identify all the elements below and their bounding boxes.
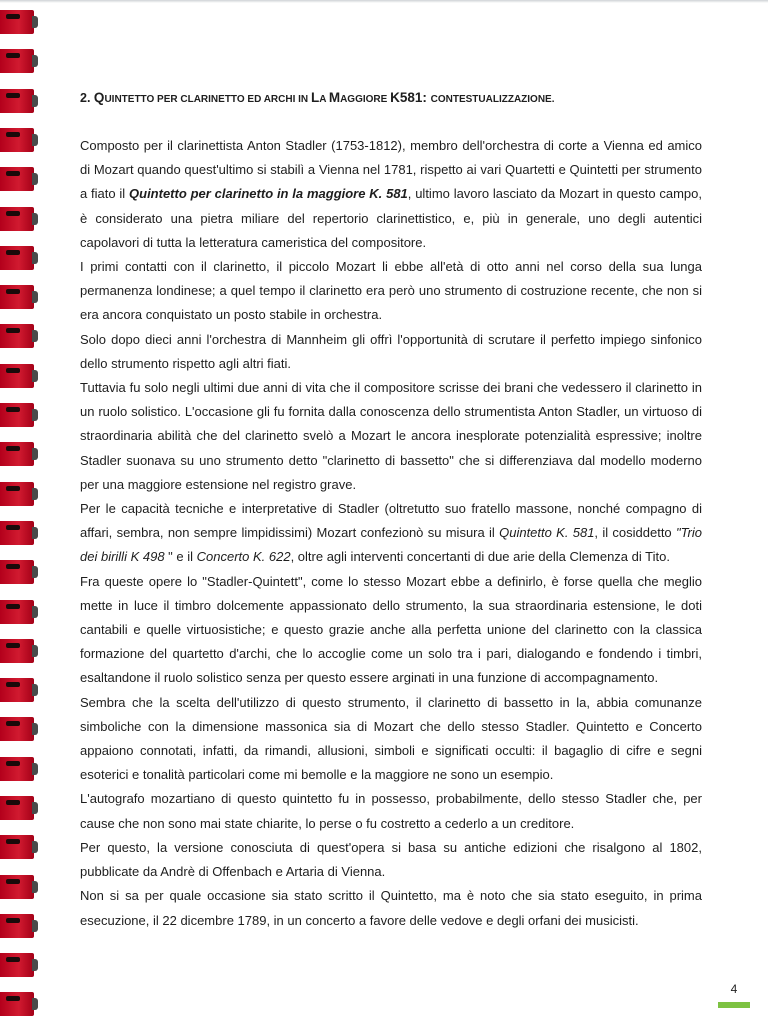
section-heading bbox=[80, 88, 702, 110]
emphasized-text: "Trio dei birilli K 498 bbox=[80, 525, 702, 565]
paragraph bbox=[80, 884, 702, 932]
heading-fragment: K581: bbox=[390, 90, 431, 105]
heading-fragment: CONTESTUALIZZAZIONE. bbox=[430, 94, 555, 105]
text-run: Fra queste opere lo "Stadler-Quintett", come lo stesso Mozart ebbe a definirlo, è forse quella che meglio mette in luce il timbro dolcemente appassionato dello strumento, la sua straordinaria estensione, le doti cantabili e quelle virtuosistiche; e questo grazie anche alla perfetta unione del clarinetto con la classica formazione del quartetto d'archi, che lo accoglie come un solo tra i pari, dialogando e fondendo i timbri, esaltandone il ruolo solistico senza per questo essere arginati in una funzione di accompagnamento. bbox=[80, 573, 702, 686]
binding-tab bbox=[0, 207, 34, 231]
binding-tab bbox=[0, 914, 34, 938]
binding-tab bbox=[0, 639, 34, 663]
emphasized-text: Quintetto K. 581 bbox=[499, 525, 595, 541]
binding-tab bbox=[0, 246, 34, 270]
binding-tab bbox=[0, 285, 34, 309]
text-run: , oltre agli interventi concertanti di due arie della Clemenza di Tito. bbox=[290, 549, 670, 565]
text-run: , il cosiddetto bbox=[594, 525, 676, 541]
text-run: Solo dopo dieci anni l'orchestra di Mannheim gli offrì l'opportunità di scrutare il perfetto impiego sinfonico dello strumento rispetto agli altri fiati. bbox=[80, 331, 702, 371]
binding-tab bbox=[0, 49, 34, 73]
paragraph bbox=[80, 691, 702, 788]
heading-fragment: A bbox=[319, 94, 329, 105]
binding-tab bbox=[0, 757, 34, 781]
binding-tab bbox=[0, 796, 34, 820]
spiral-binding bbox=[0, 0, 40, 1024]
text-run: Composto per il clarinettista Anton Stadler (1753-1812), membro dell'orchestra di corte a Vienna ed amico di Mozart quando quest'ultimo si stabilì a Vienna nel 1781, rispetto ai vari Quartetti e Quintetti per strumento a fiato il bbox=[80, 138, 702, 202]
paragraphs bbox=[80, 134, 702, 933]
binding-tab bbox=[0, 324, 34, 348]
heading-fragment: UINTETTO PER CLARINETTO ED ARCHI IN bbox=[104, 94, 311, 105]
section-title bbox=[94, 91, 555, 105]
text-run: Per le capacità tecniche e interpretative di Stadler (oltretutto suo fratello massone, nonché compagno di affari, sembra, non sempre limpidissimi) Mozart confezionò su misura il bbox=[80, 501, 702, 541]
paragraph bbox=[80, 255, 702, 328]
binding-tab bbox=[0, 678, 34, 702]
heading-fragment: Q bbox=[93, 90, 105, 105]
paragraph bbox=[80, 134, 702, 255]
text-run: " e il bbox=[164, 549, 197, 565]
text-run: Tuttavia fu solo negli ultimi due anni di vita che il compositore scrisse dei brani che vedessero il clarinetto in un ruolo solistico. L'occasione gli fu fornita dalla conoscenza dello strumentista Anton Stadler, un virtuoso di straordinaria abilità che del clarinetto svelò a Mozart le ancora inesplorate potenzialità espressive; inoltre Stadler suonava su uno strumento detto "clarinetto di bassetto" che si differenziava dal modello moderno per una maggiore estensione nel registro grave. bbox=[80, 380, 702, 492]
binding-tab bbox=[0, 600, 34, 624]
binding-tab bbox=[0, 560, 34, 584]
paragraph bbox=[80, 836, 702, 884]
page-number-accent-bar bbox=[718, 1002, 750, 1008]
text-run: Per questo, la versione conosciuta di quest'opera si basa su antiche edizioni che risalgono al 1802, pubblicate da Andrè di Offenbach e Artaria di Vienna. bbox=[80, 839, 702, 880]
paragraph bbox=[80, 376, 702, 497]
page-top-edge bbox=[0, 0, 768, 3]
binding-tab bbox=[0, 10, 34, 34]
text-run: L'autografo mozartiano di questo quintetto fu in possesso, probabilmente, dello stesso Stadler che, per cause che non sono mai state chiarite, lo perse o fu costretto a cederlo a un creditore. bbox=[80, 791, 702, 831]
binding-tab bbox=[0, 521, 34, 545]
heading-fragment: M bbox=[328, 90, 341, 105]
binding-tab bbox=[0, 482, 34, 506]
binding-tab bbox=[0, 835, 34, 859]
binding-tab bbox=[0, 992, 34, 1016]
text-run: I primi contatti con il clarinetto, il piccolo Mozart li ebbe all'età di otto anni nel corso della sua lunga permanenza londinese; a quel tempo il clarinetto era però uno strumento di costruzione recente, che non si era ancora conquistato un posto stabile in orchestra. bbox=[80, 259, 702, 323]
emphasized-text: Concerto K. 622 bbox=[196, 549, 291, 565]
binding-tab bbox=[0, 89, 34, 113]
heading-fragment: AGGIORE bbox=[340, 94, 391, 105]
paragraph bbox=[80, 570, 702, 691]
binding-tab bbox=[0, 128, 34, 152]
heading-fragment: L bbox=[310, 90, 320, 105]
binding-tab bbox=[0, 442, 34, 466]
binding-tab bbox=[0, 953, 34, 977]
section-number: 2. bbox=[80, 91, 91, 105]
paragraph bbox=[80, 328, 702, 376]
binding-tab bbox=[0, 167, 34, 191]
page-number: 4 bbox=[730, 982, 738, 996]
binding-tab bbox=[0, 875, 34, 899]
emphasized-text: Quintetto per clarinetto in la maggiore K. 581 bbox=[129, 186, 408, 202]
text-run: Sembra che la scelta dell'utilizzo di questo strumento, il clarinetto di bassetto in la, abbia comunanze simboliche con la dimensione massonica sia di Mozart che dello stesso Stadler. Quintetto e Concerto appaiono connotati, infatti, da rimandi, allusioni, simboli e significati occulti: il bagaglio di cifre e segni esoterici e tonalità particolari come mi bemolle e la maggiore ne sono un esempio. bbox=[80, 694, 702, 783]
binding-tab bbox=[0, 364, 34, 388]
text-run: , ultimo lavoro lasciato da Mozart in questo campo, è considerato una pietra miliare del repertorio clarinettistico, e, più in generale, uno degli autentici capolavori di tutta la letteratura cameristica del compositore. bbox=[80, 186, 702, 250]
binding-tab bbox=[0, 717, 34, 741]
paragraph bbox=[80, 497, 702, 570]
text-run: Non si sa per quale occasione sia stato scritto il Quintetto, ma è noto che sia stato eseguito, in prima esecuzione, il 22 dicembre 1789, in un concerto a favore delle vedove e degli orfani dei musicisti. bbox=[80, 888, 702, 928]
document-body bbox=[80, 88, 702, 933]
paragraph bbox=[80, 787, 702, 835]
binding-tab bbox=[0, 403, 34, 427]
